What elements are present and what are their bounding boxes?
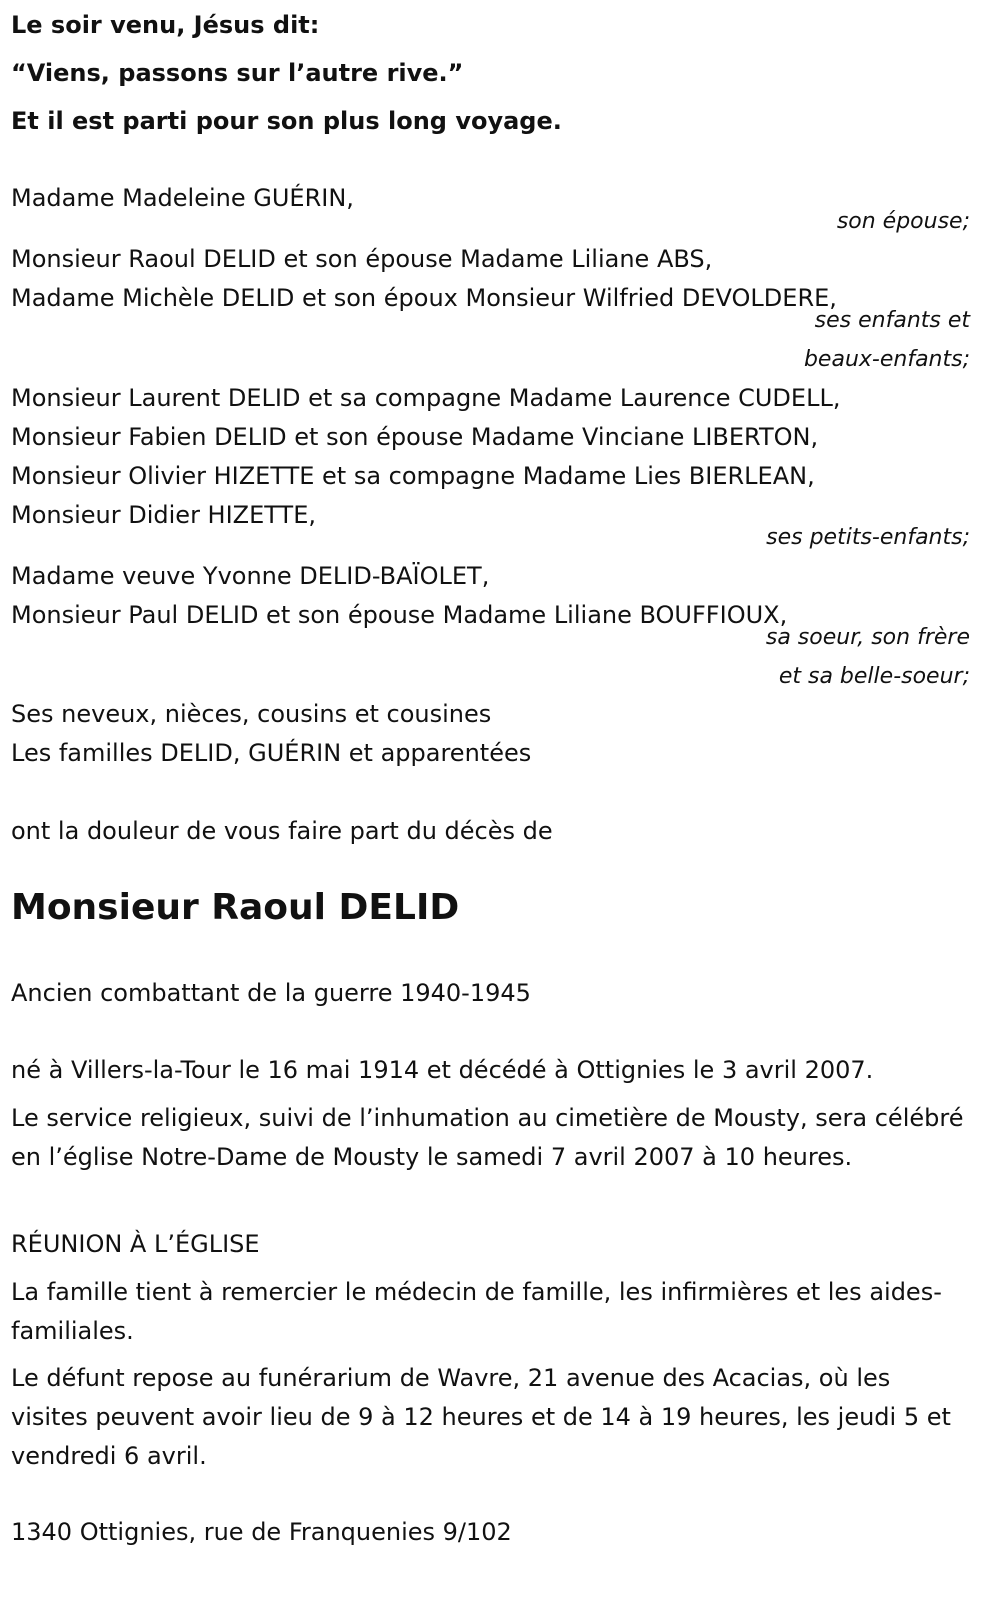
child-name-2: Madame Michèle DELID et son époux Monsieur Wilfried DEVOLDERE, [11,284,837,312]
thanks-paragraph: La famille tient à remercier le médecin de famille, les infirmières et les aides-familiales. [11,1278,942,1345]
grandchild-name-3: Monsieur Olivier HIZETTE et sa compagne Madame Lies BIERLEAN, [11,462,815,490]
deceased-title: Ancien combattant de la guerre 1940-1945 [11,979,531,1007]
meeting-text: RÉUNION À L’ÉGLISE [11,1230,260,1258]
address-text: 1340 Ottignies, rue de Franquenies 9/102 [11,1518,512,1546]
deceased-name: Monsieur Raoul DELID [11,887,460,928]
grandchild-name-4: Monsieur Didier HIZETTE, [11,501,316,529]
sibling-name-1: Madame veuve Yvonne DELID-BAÏOLET, [11,562,490,590]
spouse-name: Madame Madeleine GUÉRIN, [11,184,354,212]
birth-death-text: né à Villers-la-Tour le 16 mai 1914 et décédé à Ottignies le 3 avril 2007. [11,1056,874,1084]
grandchildren-role: ses petits-enfants; [766,525,970,550]
grandchild-name-2: Monsieur Fabien DELID et son épouse Madame Vinciane LIBERTON, [11,423,819,451]
siblings-role-line-1: sa soeur, son frère [765,625,970,650]
quote-line-1: Le soir venu, Jésus dit: [11,11,320,39]
children-role-line-1: ses enfants et [814,308,970,333]
child-name-1: Monsieur Raoul DELID et son épouse Madame Liliane ABS, [11,245,713,273]
quote-line-2: “Viens, passons sur l’autre rive.” [11,59,464,87]
relatives-line-1: Ses neveux, nièces, cousins et cousines [11,700,492,728]
visits-paragraph: Le défunt repose au funérarium de Wavre, 21 avenue des Acacias, où les visites peuvent avoir lieu de 9 à 12 heures et de 14 à 19 heures, les jeudi 5 et vendredi 6 avril. [11,1364,951,1470]
announcement-text: ont la douleur de vous faire part du décès de [11,817,553,845]
quote-line-3: Et il est parti pour son plus long voyage. [11,107,562,135]
sibling-name-2: Monsieur Paul DELID et son épouse Madame Liliane BOUFFIOUX, [11,601,788,629]
siblings-role-line-2: et sa belle-soeur; [778,664,970,689]
grandchild-name-1: Monsieur Laurent DELID et sa compagne Madame Laurence CUDELL, [11,384,841,412]
children-role-line-2: beaux-enfants; [803,347,970,372]
service-paragraph: Le service religieux, suivi de l’inhumation au cimetière de Mousty, sera célébré en l’église Notre-Dame de Mousty le samedi 7 avril 2007 à 10 heures. [11,1104,964,1171]
relatives-line-2: Les familles DELID, GUÉRIN et apparentées [11,739,532,767]
spouse-role: son épouse; [836,209,970,234]
